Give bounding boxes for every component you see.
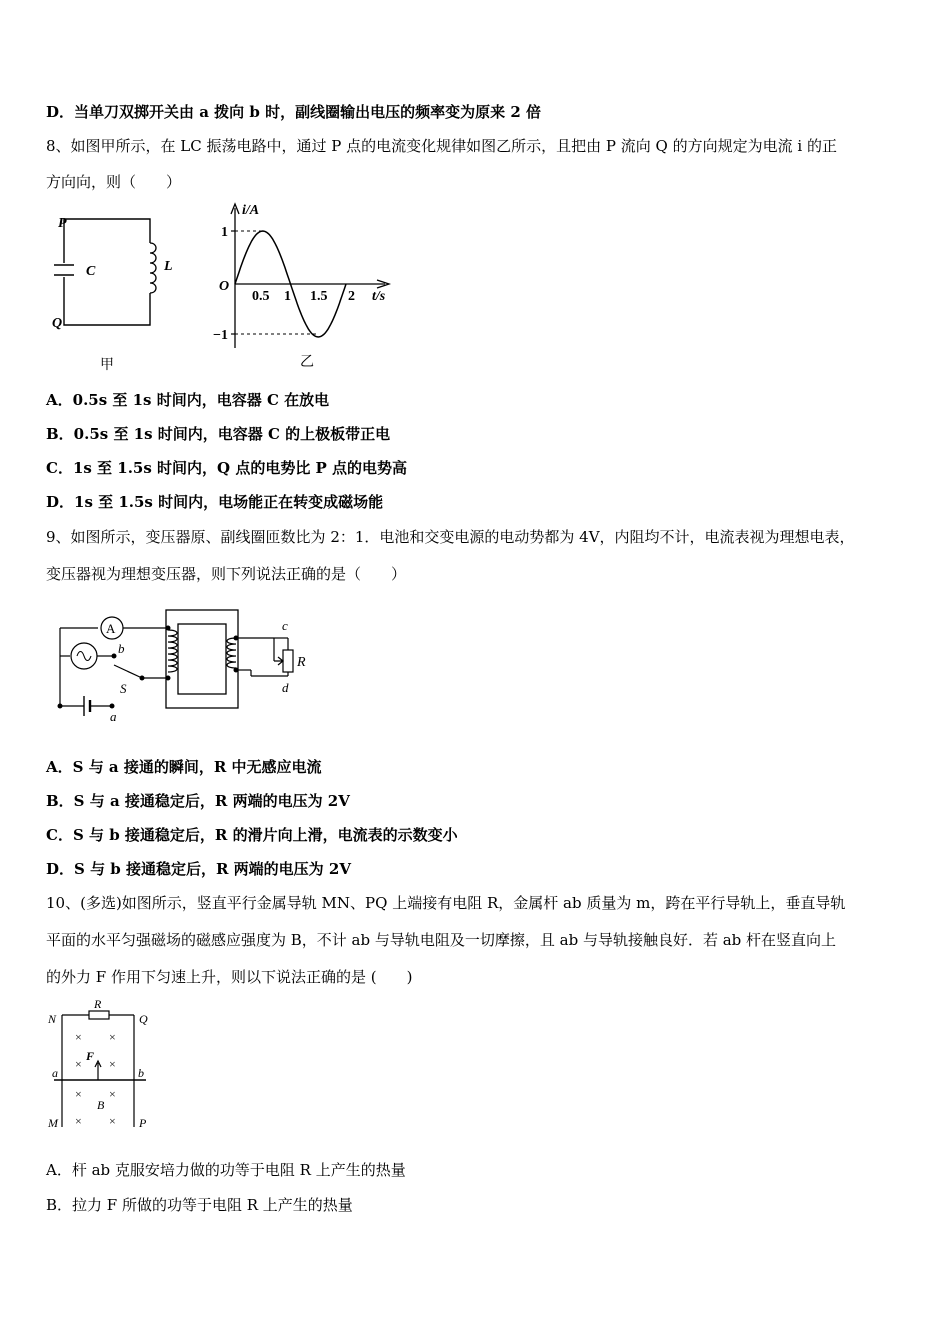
q9-option-b: B．S 与 a 接通稳定后，R 两端的电压为 2V — [46, 792, 350, 810]
rail-label-q: Q — [139, 1012, 148, 1026]
rod-end-a: a — [52, 1066, 58, 1080]
terminal-d: d — [282, 680, 289, 695]
ammeter-label: A — [106, 621, 116, 636]
rail-label-p: P — [139, 1116, 147, 1130]
q8-option-b: B．0.5s 至 1s 时间内，电容器 C 的上极板带正电 — [46, 425, 391, 443]
field-cross: × — [109, 1030, 116, 1044]
resistor-label: R — [94, 997, 102, 1011]
switch-label-s: S — [120, 681, 127, 696]
q8-option-d: D．1s 至 1.5s 时间内，电场能正在转变成磁场能 — [46, 493, 384, 511]
force-label: F — [86, 1049, 95, 1063]
field-cross: × — [75, 1114, 82, 1128]
q10-stem-line1: 10、(多选)如图所示，竖直平行金属导轨 MN、PQ 上端接有电阻 R，金属杆 ab 质量为 m，跨在平行导轨上，垂直导轨 — [46, 894, 846, 912]
y-axis-label: i/A — [242, 203, 260, 218]
q9-option-a: A．S 与 a 接通的瞬间，R 中无感应电流 — [46, 758, 322, 776]
transformer-circuit-diagram — [46, 600, 316, 725]
label-p: P — [58, 216, 67, 231]
label-c: C — [86, 264, 96, 279]
switch-terminal-b: b — [118, 641, 125, 656]
y-tick-neg1: −1 — [213, 328, 228, 343]
label-l: L — [164, 259, 173, 274]
terminal-c: c — [282, 618, 288, 633]
field-cross: × — [75, 1087, 82, 1101]
x-tick-1-5: 1.5 — [310, 289, 328, 304]
rheostat-r — [283, 650, 293, 672]
field-cross: × — [109, 1057, 116, 1071]
field-cross: × — [75, 1030, 82, 1044]
origin-label: O — [219, 279, 230, 294]
y-tick-1: 1 — [221, 225, 228, 240]
q8-stem-line1: 8、如图甲所示，在 LC 振荡电路中，通过 P 点的电流变化规律如图乙所示，且把由 P 流向 Q 的方向规定为电流 i 的正 — [46, 137, 837, 155]
label-q: Q — [52, 316, 63, 331]
field-label-b: B — [97, 1098, 105, 1112]
resistor-label-r: R — [297, 655, 306, 670]
switch-terminal-a: a — [110, 709, 117, 724]
slider-arrow-icon — [274, 657, 283, 665]
lc-circuit-diagram — [46, 205, 186, 375]
current-time-graph — [205, 198, 405, 378]
rail-label-m: M — [48, 1116, 58, 1130]
q10-stem-line2: 平面的水平匀强磁场的磁感应强度为 B，不计 ab 与导轨电阻及一切摩擦，且 ab 与导轨接触良好．若 ab 杆在竖直向上 — [46, 931, 837, 949]
rod-end-b: b — [138, 1066, 144, 1080]
x-tick-0-5: 0.5 — [252, 289, 270, 304]
field-cross: × — [75, 1057, 82, 1071]
figure-caption-yi: 乙 — [300, 355, 314, 370]
q8-option-c: C．1s 至 1.5s 时间内，Q 点的电势比 P 点的电势高 — [46, 459, 408, 477]
q9-stem-line1: 9、如图所示，变压器原、副线圈匝数比为 2：1．电池和交变电源的电动势都为 4V，内阻均不计，电流表视为理想电表， — [46, 528, 855, 546]
q8-option-a: A．0.5s 至 1s 时间内，电容器 C 在放电 — [46, 391, 330, 409]
rail-label-n: N — [48, 1012, 57, 1026]
q10-stem-line3: 的外力 F 作用下匀速上升，则以下说法正确的是 ( ) — [46, 968, 413, 986]
x-axis-label: t/s — [372, 289, 386, 304]
q9-stem-line2: 变压器视为理想变压器，则下列说法正确的是（ ） — [46, 565, 407, 583]
q10-option-b: B．拉力 F 所做的功等于电阻 R 上产生的热量 — [46, 1196, 353, 1214]
q10-option-a: A．杆 ab 克服安培力做的功等于电阻 R 上产生的热量 — [46, 1161, 406, 1179]
rail-rod-diagram — [46, 995, 176, 1135]
field-cross: × — [109, 1114, 116, 1128]
resistor-r — [89, 1011, 109, 1019]
x-tick-2: 2 — [348, 289, 355, 304]
switch-s — [114, 665, 142, 678]
field-cross: × — [109, 1087, 116, 1101]
q8-stem-line2: 方向向，则（ ） — [46, 173, 182, 191]
figure-caption-jia: 甲 — [100, 358, 114, 373]
q7-option-d: D．当单刀双掷开关由 a 拨向 b 时，副线圈输出电压的频率变为原来 2 倍 — [46, 103, 541, 121]
x-tick-1: 1 — [284, 289, 291, 304]
q9-option-d: D．S 与 b 接通稳定后，R 两端的电压为 2V — [46, 860, 351, 878]
q9-option-c: C．S 与 b 接通稳定后，R 的滑片向上滑，电流表的示数变小 — [46, 826, 458, 844]
